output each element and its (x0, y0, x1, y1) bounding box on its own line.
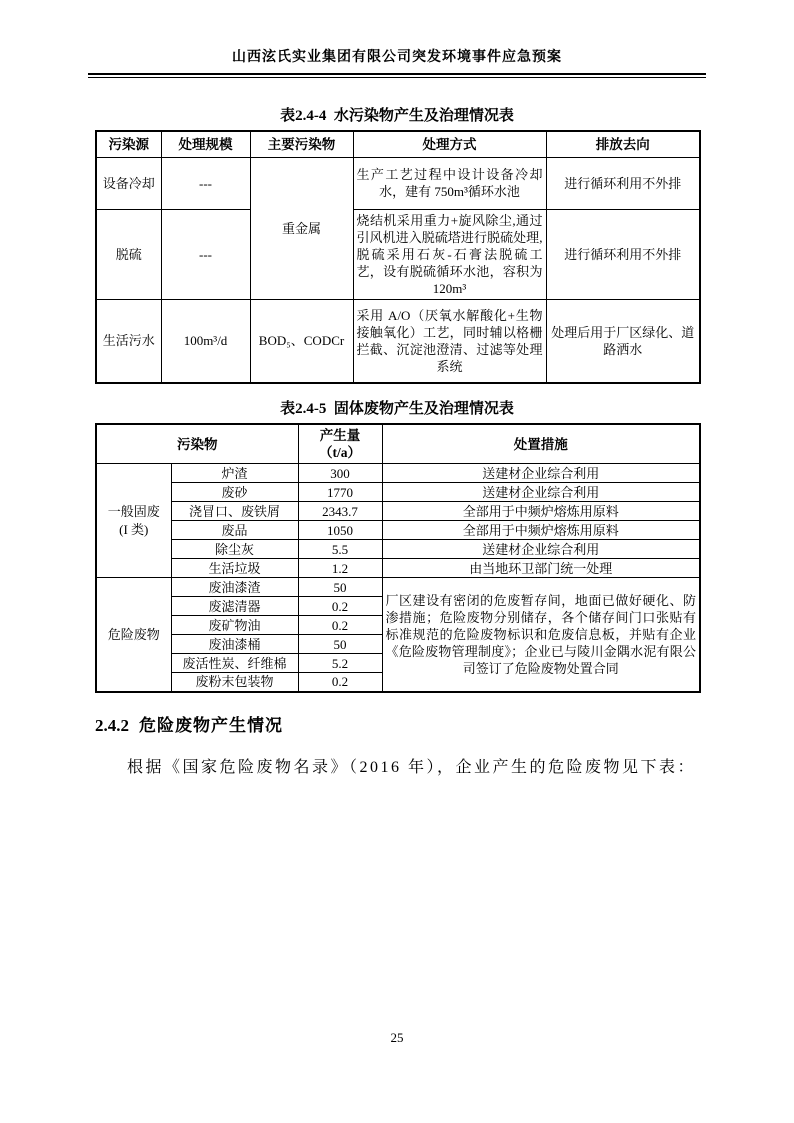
table-row (96, 483, 700, 502)
cell-waste-quantity: 2343.7 (298, 502, 382, 521)
general-solid-waste-group-label (96, 464, 171, 578)
section-title: 危险废物产生情况 (139, 715, 283, 735)
section-number: 2.4.2 (95, 715, 129, 735)
column-header-pollution-source: 污染源 (96, 131, 161, 157)
cell-waste-name: 废砂 (171, 483, 298, 502)
page-header-title: 山西泫氏实业集团有限公司突发环境事件应急预案 (232, 50, 562, 65)
cell-waste-name: 炉渣 (171, 464, 298, 483)
content-area (95, 104, 699, 788)
body-paragraph: 根据《国家危险废物名录》（2016 年），企业产生的危险废物见下表： (127, 758, 697, 776)
water-pollution-table (95, 130, 701, 384)
group-label-line2: (I 类) (119, 521, 149, 537)
solid-waste-table-title: 表2.4-5 固体废物产生及治理情况表 (280, 401, 514, 417)
cell-scale: 100m³/d (161, 299, 250, 383)
column-header-disposal-measure: 处置措施 (382, 424, 700, 464)
column-header-treatment-method: 处理方式 (353, 131, 546, 157)
column-header-treatment-scale: 处理规模 (161, 131, 250, 157)
cell-waste-name: 废粉末包装物 (171, 673, 298, 692)
column-header-quantity (298, 424, 382, 464)
quantity-header-line2: （t/a） (319, 445, 361, 460)
cell-destination: 处理后用于厂区绿化、道路洒水 (546, 299, 700, 383)
cell-scale: --- (161, 157, 250, 209)
table-header-row (96, 424, 700, 464)
cell-source: 脱硫 (96, 209, 161, 299)
cell-waste-name: 除尘灰 (171, 540, 298, 559)
header-divider-thin-line (88, 77, 706, 78)
cell-waste-name: 废油漆桶 (171, 635, 298, 654)
cell-waste-name: 废矿物油 (171, 616, 298, 635)
cell-waste-quantity: 300 (298, 464, 382, 483)
group-label-line1: 一般固废 (107, 503, 160, 519)
hazardous-disposal-measure-cell: 厂区建设有密闭的危废暂存间，地面已做好硬化、防渗措施；危险废物分别储存，各个储存间门口张贴有标准规范的危险废物标识和危废信息板，并贴有企业《危险废物管理制度》；企业已与陵川金隅水泥有限公司签订了危险废物处置合同 (382, 578, 700, 692)
page-number: 25 (390, 1030, 404, 1045)
cell-disposal-measure: 全部用于中频炉熔炼用原料 (382, 521, 700, 540)
cell-waste-quantity: 50 (298, 578, 382, 597)
header-divider (88, 73, 706, 78)
cell-pollutant-merged: 重金属 (250, 157, 353, 299)
table-row (96, 559, 700, 578)
cell-waste-quantity: 5.5 (298, 540, 382, 559)
table-row (96, 209, 700, 299)
cell-waste-quantity: 1770 (298, 483, 382, 502)
cell-waste-name: 废滤清器 (171, 597, 298, 616)
table-row (96, 502, 700, 521)
cell-waste-quantity: 5.2 (298, 654, 382, 673)
cell-disposal-measure: 送建材企业综合利用 (382, 540, 700, 559)
table-row (96, 299, 700, 383)
cell-method: 烧结机采用重力+旋风除尘,通过引风机进入脱硫塔进行脱硫处理,脱硫采用石灰-石膏法脱硫工艺，设有脱硫循环水池，容积为 120m³ (353, 209, 546, 299)
cell-method: 生产工艺过程中设计设备冷却水，建有 750m³循环水池 (353, 157, 546, 209)
solid-waste-table (95, 423, 701, 693)
cell-destination: 进行循环利用不外排 (546, 209, 700, 299)
table-row (96, 578, 700, 597)
table-row (96, 464, 700, 483)
table-row (96, 157, 700, 209)
quantity-header-line1: 产生量 (319, 428, 361, 443)
cell-disposal-measure: 送建材企业综合利用 (382, 483, 700, 502)
table-row (96, 521, 700, 540)
table-header-row (96, 131, 700, 157)
column-header-main-pollutants: 主要污染物 (250, 131, 353, 157)
cell-waste-name: 生活垃圾 (171, 559, 298, 578)
water-pollution-table-title: 表2.4-4 水污染物产生及治理情况表 (280, 108, 514, 124)
cell-source: 设备冷却 (96, 157, 161, 209)
cell-pollutant: BOD₅、CODCr (250, 299, 353, 383)
section-heading (95, 711, 699, 736)
cell-waste-name: 废油漆渣 (171, 578, 298, 597)
column-header-pollutant: 污染物 (96, 424, 298, 464)
cell-disposal-measure: 由当地环卫部门统一处理 (382, 559, 700, 578)
cell-waste-quantity: 1.2 (298, 559, 382, 578)
cell-waste-quantity: 0.2 (298, 597, 382, 616)
cell-source: 生活污水 (96, 299, 161, 383)
cell-disposal-measure: 全部用于中频炉熔炼用原料 (382, 502, 700, 521)
cell-disposal-measure: 送建材企业综合利用 (382, 464, 700, 483)
cell-waste-quantity: 1050 (298, 521, 382, 540)
column-header-discharge-destination: 排放去向 (546, 131, 700, 157)
cell-waste-name: 废活性炭、纤维棉 (171, 654, 298, 673)
cell-waste-name: 浇冒口、废铁屑 (171, 502, 298, 521)
cell-waste-quantity: 0.2 (298, 616, 382, 635)
cell-scale: --- (161, 209, 250, 299)
cell-method: 采用 A/O（厌氧水解酸化+生物接触氧化）工艺，同时辅以格栅拦截、沉淀池澄清、过滤等处理系统 (353, 299, 546, 383)
cell-destination: 进行循环利用不外排 (546, 157, 700, 209)
hazardous-waste-group-label: 危险废物 (96, 578, 171, 692)
table-row (96, 540, 700, 559)
cell-waste-quantity: 50 (298, 635, 382, 654)
cell-waste-name: 废品 (171, 521, 298, 540)
cell-waste-quantity: 0.2 (298, 673, 382, 692)
header-divider-thick-line (88, 73, 706, 75)
